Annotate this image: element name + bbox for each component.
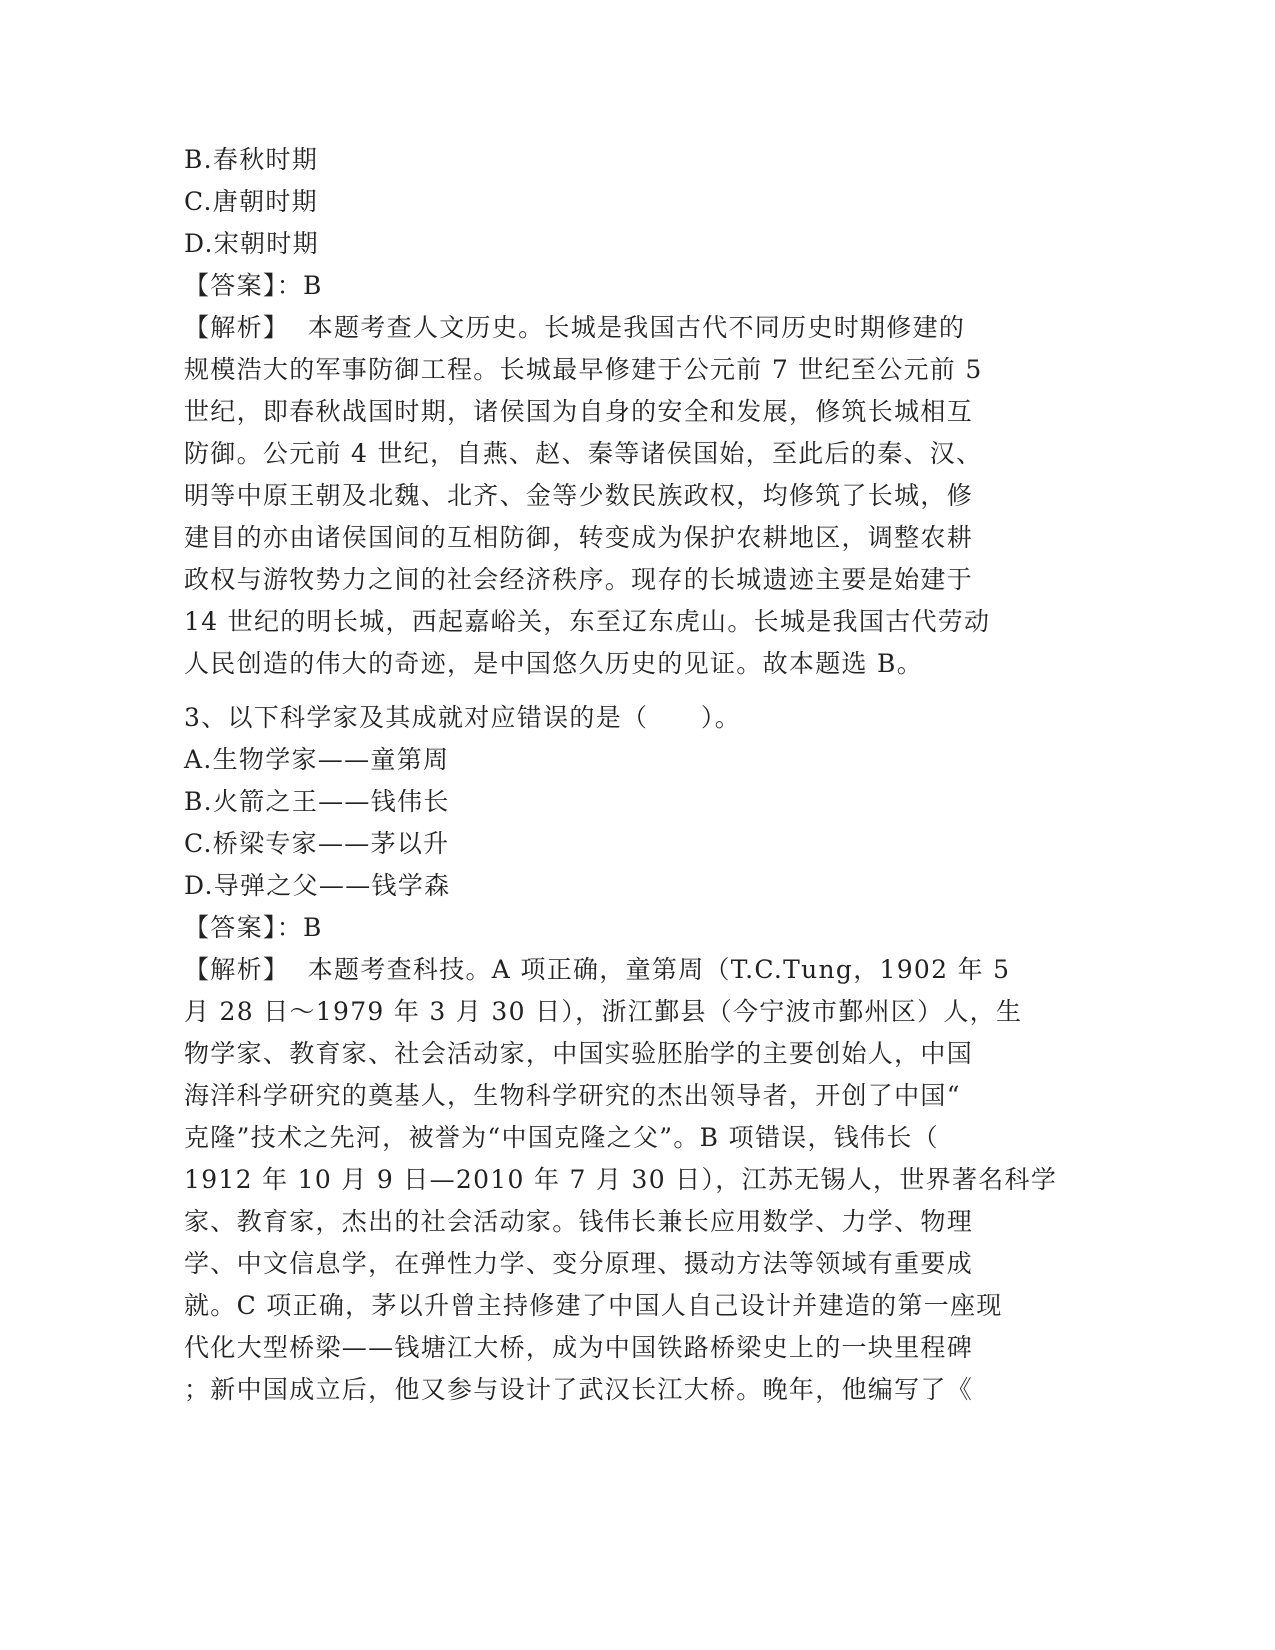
q2-analysis-line: 14 世纪的明长城，西起嘉峪关，东至辽东虎山。长城是我国古代劳动 <box>184 607 991 636</box>
q3-analysis-line: 代化大型桥梁——钱塘江大桥，成为中国铁路桥梁史上的一块里程碑 <box>184 1333 974 1362</box>
q3-analysis-line: 学、中文信息学，在弹性力学、变分原理、摄动方法等领域有重要成 <box>184 1249 974 1278</box>
q3-analysis-line: 家、教育家，杰出的社会活动家。钱伟长兼长应用数学、力学、物理 <box>184 1207 974 1236</box>
q3-analysis-line: 就。C 项正确，茅以升曾主持修建了中国人自己设计并建造的第一座现 <box>184 1291 1003 1320</box>
q3-analysis-line: 海洋科学研究的奠基人，生物科学研究的杰出领导者，开创了中国“ <box>184 1081 961 1110</box>
q3-analysis-line: 物学家、教育家、社会活动家，中国实验胚胎学的主要创始人，中国 <box>184 1039 974 1068</box>
q3-option-b: B.火箭之王——钱伟长 <box>184 787 450 816</box>
q3-answer: 【答案】：B <box>184 913 323 942</box>
q3-option-c: C.桥梁专家——茅以升 <box>184 829 450 858</box>
q2-option-c: C.唐朝时期 <box>184 187 318 216</box>
q2-option-b: B.春秋时期 <box>184 145 319 174</box>
q2-analysis-line: 建目的亦由诸侯国间的互相防御，转变成为保护农耕地区，调整农耕 <box>184 523 974 552</box>
q2-analysis-line: 规模浩大的军事防御工程。长城最早修建于公元前 7 世纪至公元前 5 <box>184 355 983 384</box>
q2-analysis-line: 人民创造的伟大的奇迹，是中国悠久历史的见证。故本题选 B。 <box>184 649 924 678</box>
q2-analysis-line: 政权与游牧势力之间的社会经济秩序。现存的长城遗迹主要是始建于 <box>184 565 974 594</box>
q3-analysis-line: 1912 年 10 月 9 日—2010 年 7 月 30 日），江苏无锡人，世界著名科学 <box>184 1165 1058 1194</box>
q2-analysis-line: 防御。公元前 4 世纪，自燕、赵、秦等诸侯国始，至此后的秦、汉、 <box>184 439 983 468</box>
q2-option-d: D.宋朝时期 <box>184 229 319 258</box>
q2-answer: 【答案】：B <box>184 271 323 300</box>
q3-analysis-line: 月 28 日～1979 年 3 月 30 日），浙江鄞县（今宁波市鄞州区）人，生 <box>184 997 1023 1026</box>
q3-analysis-line: 克隆”技术之先河，被誉为“中国克隆之父”。B 项错误，钱伟长（ <box>184 1123 939 1152</box>
q3-analysis-line: ；新中国成立后，他又参与设计了武汉长江大桥。晚年，他编写了《 <box>184 1375 974 1404</box>
q3-analysis-line: 【解析】 本题考查科技。A 项正确，童第周（T.C.Tung，1902 年 5 <box>184 955 1011 984</box>
q2-analysis-line: 【解析】 本题考查人文历史。长城是我国古代不同历史时期修建的 <box>184 313 966 342</box>
q2-analysis-line: 世纪，即春秋战国时期，诸侯国为自身的安全和发展，修筑长城相互 <box>184 397 974 426</box>
q2-analysis-line: 明等中原王朝及北魏、北齐、金等少数民族政权，均修筑了长城，修 <box>184 481 974 510</box>
q3-option-a: A.生物学家——童第周 <box>184 745 450 774</box>
q3-option-d: D.导弹之父——钱学森 <box>184 871 451 900</box>
q3-question: 3、以下科学家及其成就对应错误的是（ ）。 <box>184 703 742 732</box>
